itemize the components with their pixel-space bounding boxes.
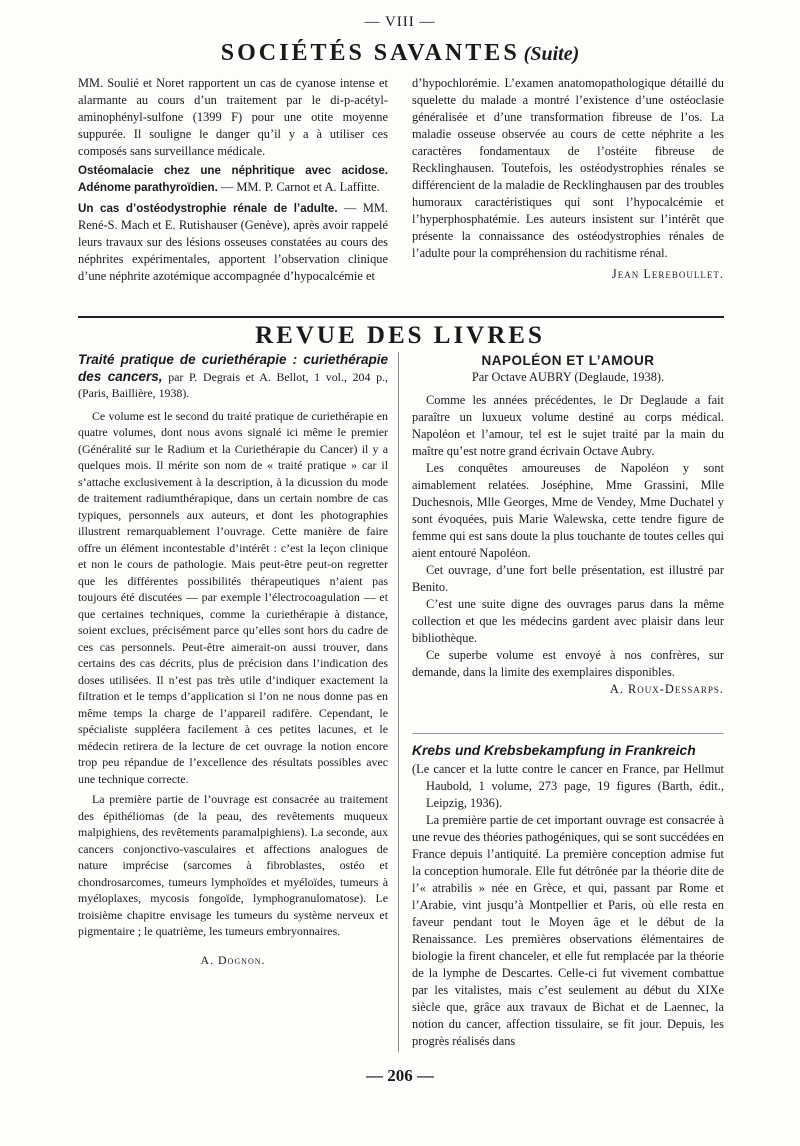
heading-osteodystrophie-text: Un cas d’ostéodystrophie rénale de l’adulte. bbox=[78, 202, 338, 215]
review-krebs-byline: (Le cancer et la lutte contre le cancer en France, par Hellmut Haubold, 1 volume, 273 page, 19 figures (Barth, édit., Leipzig, 1936). bbox=[412, 762, 724, 810]
review-napoleon-byline: Par Octave AUBRY (Deglaude, 1938). bbox=[471, 370, 665, 384]
column-divider bbox=[398, 352, 399, 1052]
review-napoleon-p5: Ce superbe volume est envoyé à nos confrères, sur demande, dans la limite des exemplaires disponibles. bbox=[412, 648, 724, 679]
heading-osteomalacie-text: Ostéomalacie chez une néphritique avec acidose. Adénome parathyroïdien. bbox=[78, 164, 388, 194]
top-folio: — VIII — bbox=[364, 14, 436, 30]
societes-left-column bbox=[78, 75, 388, 285]
section-title-suite: (Suite) bbox=[523, 43, 580, 65]
review-divider bbox=[412, 733, 724, 734]
signature-lereboullet: Jean Lereboullet. bbox=[611, 267, 724, 281]
paragraph-soulie: MM. Soulié et Noret rapportent un cas de cyanose intense et alarmante au cours d’un traitement par le di-p-acétyl-aminophényl-sulfone (1399 F) pour une otite moyenne suppurée. Il souligne le danger qu’il y a à utiliser ces composés sans surveillance médicale. bbox=[78, 76, 388, 158]
review-krebs-p1: La première partie de cet important ouvrage est consacrée à une revue des théories pathogéniques, qui se sont succédées en France depuis l’antiquité. La première conception admise fut la conception humorale. Elle fut détrônée par la théorie dite de l’« atrabilis » née en Grèce, et qui, passant par Rome et l’Arabie, vint jusqu’à Montpellier et Paris, où elle resta en faveur pendant tout le Moyen âge et le début de la Renaissance. Les premières observations élémentaires de biologie la firent chanceler, et elle fut remplacée par la théorie de la lymphe de Descartes. Celle-ci fut vivement combattue par les vitalistes, mais c’est seulement au début du XIXe siècle que, grâce aux travaux de Bichat et de Laennec, la notion du cancer, affection tissulaire, se fit jour. Depuis, les progrès réalisés dans bbox=[412, 813, 724, 1048]
review-napoleon-p3: Cet ouvrage, d’une fort belle présentation, est illustré par Benito. bbox=[412, 563, 724, 594]
review-krebs bbox=[412, 742, 724, 1050]
paragraph-hypochloremie: d’hypochlorémie. L’examen anatomopathologique détaillé du squelette du malade a montré l’existence d’une ostéoclasie généralisée et d’une transformation fibreuse de l’os. La maladie osseuse observée au cours de cette néphrite a les caractères fondamentaux de l’ostéite fibreuse de Recklinghausen. Toutefois, les ostéodystrophies rénales se différencient de la maladie de Recklinghausen par des troubles humoraux caractéristiques qui sont l’hypocalcémie et l’hyperphosphatémie. Les auteurs insistent sur l’intérêt que présente la connaissance des ostéodystrophies rénales de l’adulte pour la compréhension du rachitisme rénal. bbox=[412, 76, 724, 260]
review-krebs-title: Krebs und Krebsbekampfung in Frankreich bbox=[412, 743, 696, 758]
section-divider bbox=[78, 316, 724, 318]
review-curietherapie-p1: Ce volume est le second du traité pratique de curiethérapie en quatre volumes, dont nous avons signalé ici même le premier (Généralité sur le Radium et la Curiethérapie du Cancer) il y a quelques mois. Il mérite son nom de « traité pratique » car il s’attache exclusivement à la description, à la dicussion du mode de traitement radiumthérapique, dans un certain nombre de cas typiques, personnels aux auteurs, et dont les photographies illustrent remarquablement l’ouvrage. Cette manière de faire offre un élément incontestable d’intérêt : c’est la leçon clinique et non le cours de pathologie. Mais peut-être peut-on regretter que les différentes possibilités thérapeutiques n’aient pas toujours été discutées — par exemple l’électrocoagulation — et que certaines techniques, comme la curiethérapie à distance, soient exclues, précisément parce qu’elles sont hors du cadre de ces cas personnels. Peut-être aimerait-on aussi trouver, dans certains des cas décrits, plus de précision dans l’indication des doses utilisées. Il n’est pas très utile d’indiquer exactement la filtration et le temps d’application si l’on ne nous donne pas en même temps la charge de l’appareil radifère. Cependant, le spécialiste suppléera facilement à ces petites lacunes, et le médecin retirera de la lecture de cet ouvrage la notion encore trop peu répandue de l’excellence des résultats possibles avec une technique correcte. bbox=[78, 408, 388, 786]
bottom-folio: — 206 — bbox=[366, 1066, 434, 1085]
review-curietherapie-byline: par P. Degrais et A. Bellot, 1 vol., 204 p., (Paris, Baillière, 1938). bbox=[78, 369, 388, 400]
review-napoleon-p4: C’est une suite digne des ouvrages parus dans la même collection et que les médecins gardent avec plaisir dans leur bibliothèque. bbox=[412, 597, 724, 645]
review-napoleon-p2: Les conquêtes amoureuses de Napoléon y sont aimablement relatées. Joséphine, Mme Grassini, Mlle Duchesnois, Mlle Georges, Mme de Vendey, Mme Duchatel y sont évoquées, puis Marie Walewska, cette tendre figure de femme qui est sans doute la plus touchante de toutes celles qui aient entouré Napoléon. bbox=[412, 461, 724, 560]
authors-carnot: — MM. P. Carnot et A. Laffitte. bbox=[220, 180, 380, 194]
section-title-text: SOCIÉTÉS SAVANTES bbox=[220, 40, 520, 66]
review-napoleon-p1: Comme les années précédentes, le Dr Deglaude a fait paraître un luxueux volume destiné au corps médical. Napoléon et l’amour, tel est le sujet traité par la main du maître qu’est notre grand écrivain Octave Aubry. bbox=[412, 393, 724, 458]
section-title-societes bbox=[0, 40, 800, 67]
heading-osteodystrophie bbox=[78, 200, 388, 285]
societes-right-column bbox=[412, 75, 724, 283]
heading-osteomalacie bbox=[78, 162, 388, 196]
section-title-revue bbox=[0, 322, 800, 350]
revue-title-text: REVUE DES LIVRES bbox=[255, 322, 545, 349]
review-napoleon-title: NAPOLÉON ET L’AMOUR bbox=[481, 353, 655, 368]
review-curietherapie-title: Traité pratique de curiethérapie : curiethérapie des cancers, bbox=[78, 352, 388, 384]
review-curietherapie-p2: La première partie de l’ouvrage est consacrée au traitement des épithéliomas (de la peau, des revêtements muqueux malpighiens, des revêtements paramalpighiens). La seconde, aux cancers conjonctivo-vasculaires et affections analogues de nature imprécise (sarcomes à fibroblastes, ostéo et chondrosarcomes, tumeurs lymphoïdes et myéloïdes, tumeurs à myéloplaxes, mycosis fongoïde, lymphogranulomatose). Le troisième chapitre envisage les tumeurs du système nerveux et pigmentaire ; le quatrième, les tumeurs embryonnaires. bbox=[78, 792, 388, 938]
review-curietherapie bbox=[78, 352, 388, 968]
review-curietherapie-header bbox=[78, 352, 388, 402]
review-napoleon bbox=[412, 352, 724, 698]
signature-dognon: A. Dognon. bbox=[200, 952, 266, 967]
paragraph-mach: — MM. René-S. Mach et E. Rutishauser (Genève), après avoir rappelé leurs travaux sur des lésions osseuses constatées au cours des néphrites expérimentales, apportent l’observation clinique d’une néphrite azotémique accompagnée d’hypocalcémie et bbox=[78, 201, 388, 283]
signature-roux-dessarps: A. Roux-Dessarps. bbox=[609, 682, 724, 696]
